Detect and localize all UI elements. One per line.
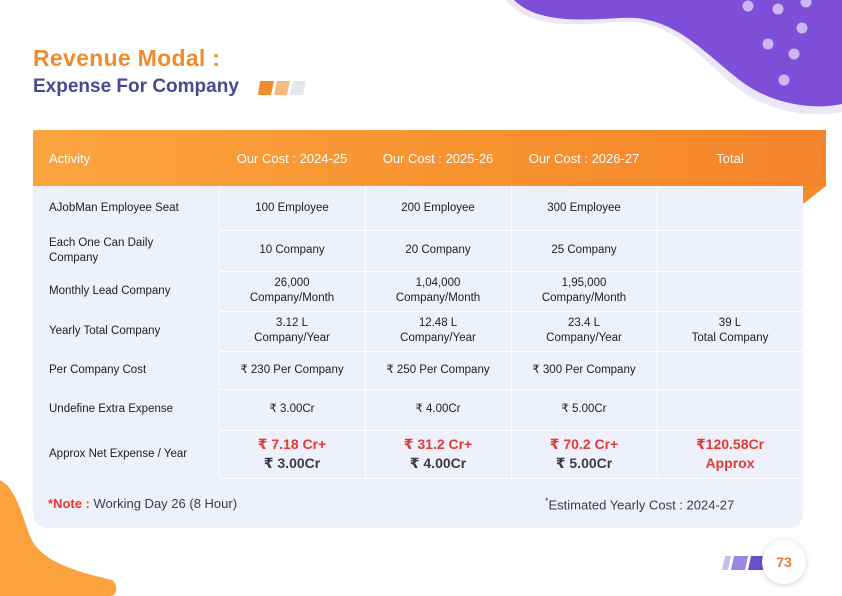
cell-text: 25 Company [551,244,617,256]
header-activity: Activity [49,150,91,166]
cell-text: Per Company Cost [49,363,147,376]
net-expense-gross: ₹ 7.18 Cr+ [257,436,327,452]
net-expense-gross: ₹ 31.2 Cr+ [403,436,473,452]
cell-text: Company/Year [254,332,330,344]
table-cell-y2025 [365,311,511,351]
header-2024-25: Our Cost : 2024-25 [236,150,348,166]
cell-text: 39 L [718,317,742,329]
purple-blob-decoration [500,0,842,120]
table-cell-y2026 [511,230,657,271]
cell-text: 1,04,000 [415,277,461,289]
net-expense-label: Approx Net Expense / Year [49,447,188,460]
net-expense-total [657,430,803,478]
cell-text: 3.12 L [276,317,308,329]
table-cell-y2026 [511,311,657,351]
table-cell-y2025 [365,230,511,271]
cell-text: Undefine Extra Expense [49,403,174,415]
table-cell-y2026 [511,186,657,230]
cell-text: Each One Can Daily [49,236,154,249]
title-accent-bars [258,81,306,95]
net-expense-2025-26 [365,430,511,478]
cell-text: Company/Month [395,292,481,304]
grid-divider [219,478,803,479]
header-2026-27: Our Cost : 2026-27 [528,150,640,166]
table-cell-activity [49,389,219,430]
cell-text: 26,000 [274,277,310,289]
table-cell-y2026 [511,389,657,430]
note-label: *Note : [48,496,90,511]
table-cell-y2026 [511,351,657,389]
cell-text: Company/Year [546,332,622,344]
page-subtitle: Expense For Company [33,76,239,97]
net-expense-2024-25 [219,430,365,478]
cell-text: 300 Employee [547,201,621,214]
cell-text: Company/Year [400,332,476,344]
page-title: Revenue Modal : [33,45,221,71]
table-cell-y2024 [219,311,365,351]
table-cell-y2024 [219,351,365,389]
header-2025-26: Our Cost : 2025-26 [382,150,494,166]
table-cell-y2025 [365,186,511,230]
cell-text: Company/Month [541,292,627,304]
table-cell-y2025 [365,351,511,389]
table-cell-y2024 [219,230,365,271]
cell-text: 12.48 L [418,317,458,329]
cell-text: 23.4 L [568,317,600,329]
net-expense-2026-27 [511,430,657,478]
net-expense-total-value: ₹120.58Cr [695,436,765,452]
cell-text: ₹ 4.00Cr [415,403,461,415]
table-cell-y2025 [365,389,511,430]
table-cell-y2024 [219,389,365,430]
note-text: Working Day 26 (8 Hour) [89,496,238,511]
net-expense-total-approx: Approx [705,455,755,471]
cell-text: 10 Company [259,244,325,256]
table-cell-total [657,230,803,271]
table-cell-total [657,186,803,230]
cell-text: ₹ 5.00Cr [561,403,607,415]
page-number: 73 [762,540,806,584]
cell-text: ₹ 300 Per Company [532,363,636,376]
cell-text: 20 Company [405,244,471,256]
table-cell-y2024 [219,271,365,311]
cell-text: 1,95,000 [561,277,607,289]
table-cell-activity [49,186,219,230]
cell-text: Total Company [691,332,769,344]
table-cell-total [657,351,803,389]
cell-text: ₹ 230 Per Company [240,363,344,376]
net-expense-gross: ₹ 70.2 Cr+ [549,436,619,452]
table-cell-y2026 [511,271,657,311]
cell-text: Company [49,251,99,264]
table-cell-y2024 [219,186,365,230]
page-accent-bars [722,556,766,570]
table-cell-total [657,389,803,430]
cell-text: Monthly Lead Company [49,284,171,297]
table-cell-y2025 [365,271,511,311]
net-expense-extra: ₹ 5.00Cr [555,455,613,471]
estimated-cost-note [545,496,734,512]
table-cell-activity [49,351,219,389]
header-total: Total [716,150,744,166]
net-expense-extra: ₹ 3.00Cr [263,455,321,471]
table-cell-total [657,271,803,311]
header-fold-decoration [803,186,826,204]
cell-text: Company/Month [249,292,335,304]
table-cell-activity [49,271,219,311]
cell-text: 200 Employee [401,201,475,214]
estimate-asterisk: * [545,496,549,506]
estimate-text: Estimated Yearly Cost : 2024-27 [548,497,735,513]
net-expense-extra: ₹ 4.00Cr [409,455,467,471]
cell-text: ₹ 250 Per Company [386,363,490,376]
table-cell-activity [49,311,219,351]
cell-text: ₹ 3.00Cr [269,403,315,415]
table-cell-activity [49,230,219,271]
cell-text: 100 Employee [255,201,329,214]
cell-text: AJobMan Employee Seat [49,201,179,214]
cell-text: Yearly Total Company [49,324,161,337]
table-cell-total [657,311,803,351]
working-day-note [48,496,237,511]
